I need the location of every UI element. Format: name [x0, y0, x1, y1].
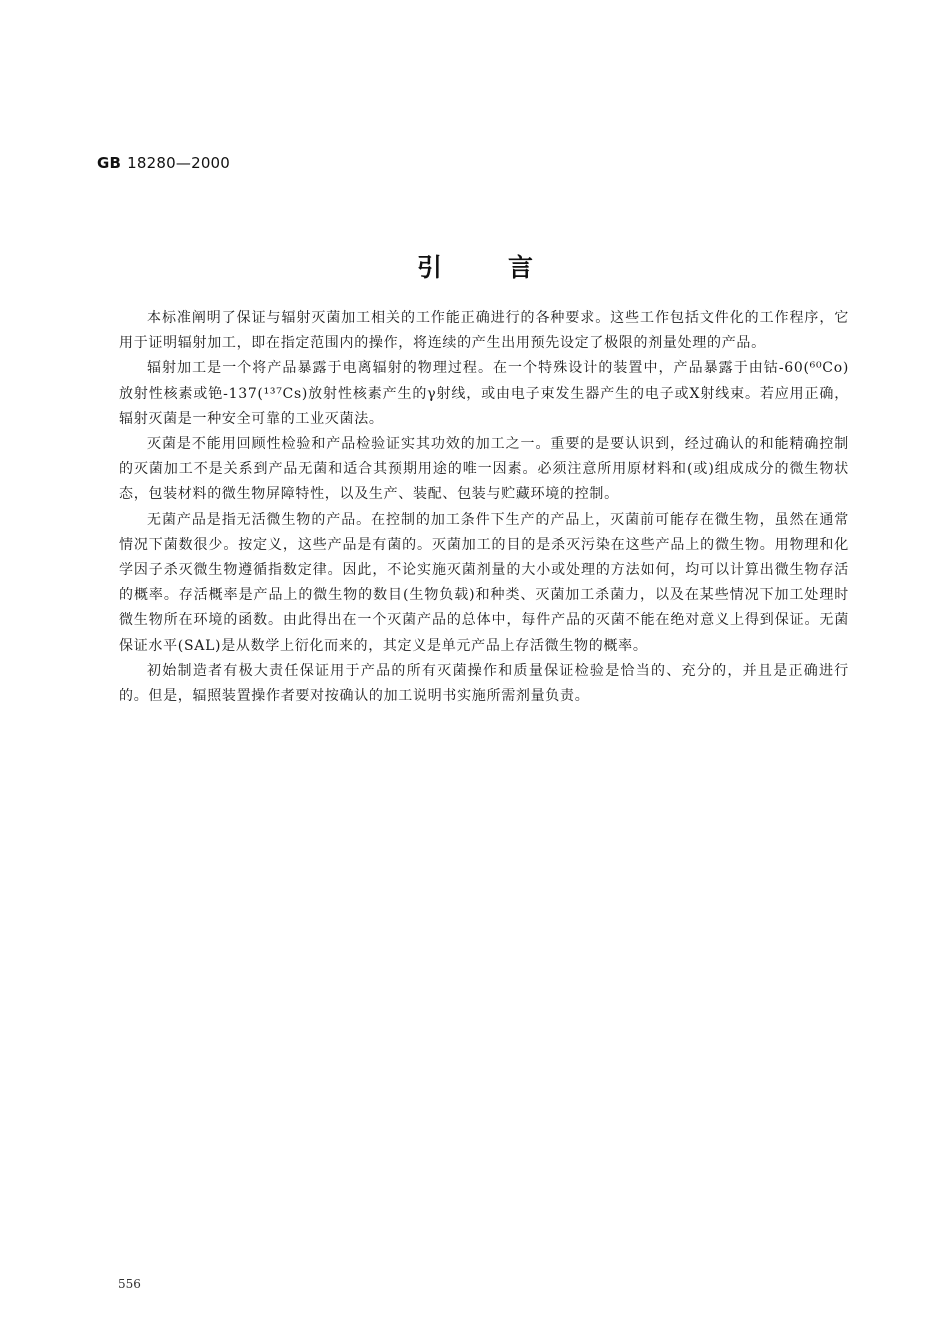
page-title: 引言 — [416, 253, 599, 282]
paragraph: 初始制造者有极大责任保证用于产品的所有灭菌操作和质量保证检验是恰当的、充分的，并且是正确进行的。但是，辐照装置操作者要对按确认的加工说明书实施所需剂量负责。 — [119, 662, 849, 705]
standard-code — [97, 154, 230, 172]
paragraph: 本标准阐明了保证与辐射灭菌加工相关的工作能正确进行的各种要求。这些工作包括文件化的工作程序，它用于证明辐射加工，即在指定范围内的操作，将连续的产生出用预先设定了极限的剂量处理的产品。 — [119, 310, 849, 352]
standard-prefix: GB — [97, 154, 122, 172]
paragraph: 灭菌是不能用回顾性检验和产品检验证实其功效的加工之一。重要的是要认识到，经过确认的和能精确控制的灭菌加工不是关系到产品无菌和适合其预期用途的唯一因素。必须注意所用原材料和(或)组成成分的微生物状态，包装材料的微生物屏障特性，以及生产、装配、包装与贮藏环境的控制。 — [119, 436, 849, 503]
paragraph: 辐射加工是一个将产品暴露于电离辐射的物理过程。在一个特殊设计的装置中，产品暴露于由钴-60(⁶⁰Co)放射性核素或铯-137(¹³⁷Cs)放射性核素产生的γ射线，或由电子束发生器产生的电子或X射线束。若应用正确，辐射灭菌是一种安全可靠的工业灭菌法。 — [119, 360, 849, 427]
page-number: 556 — [118, 1277, 141, 1291]
paragraph: 无菌产品是指无活微生物的产品。在控制的加工条件下生产的产品上，灭菌前可能存在微生物，虽然在通常情况下菌数很少。按定义，这些产品是有菌的。灭菌加工的目的是杀灭污染在这些产品上的微生物。用物理和化学因子杀灭微生物遵循指数定律。因此，不论实施灭菌剂量的大小或处理的方法如何，均可以计算出微生物存活的概率。存活概率是产品上的微生物的数目(生物负载)和种类、灭菌加工杀菌力，以及在某些情况下加工处理时微生物所在环境的函数。由此得出在一个灭菌产品的总体中，每件产品的灭菌不能在绝对意义上得到保证。无菌保证水平(SAL)是从数学上衍化而来的，其定义是单元产品上存活微生物的概率。 — [119, 511, 849, 654]
body-text — [119, 306, 849, 709]
standard-number: 18280—2000 — [127, 154, 231, 172]
